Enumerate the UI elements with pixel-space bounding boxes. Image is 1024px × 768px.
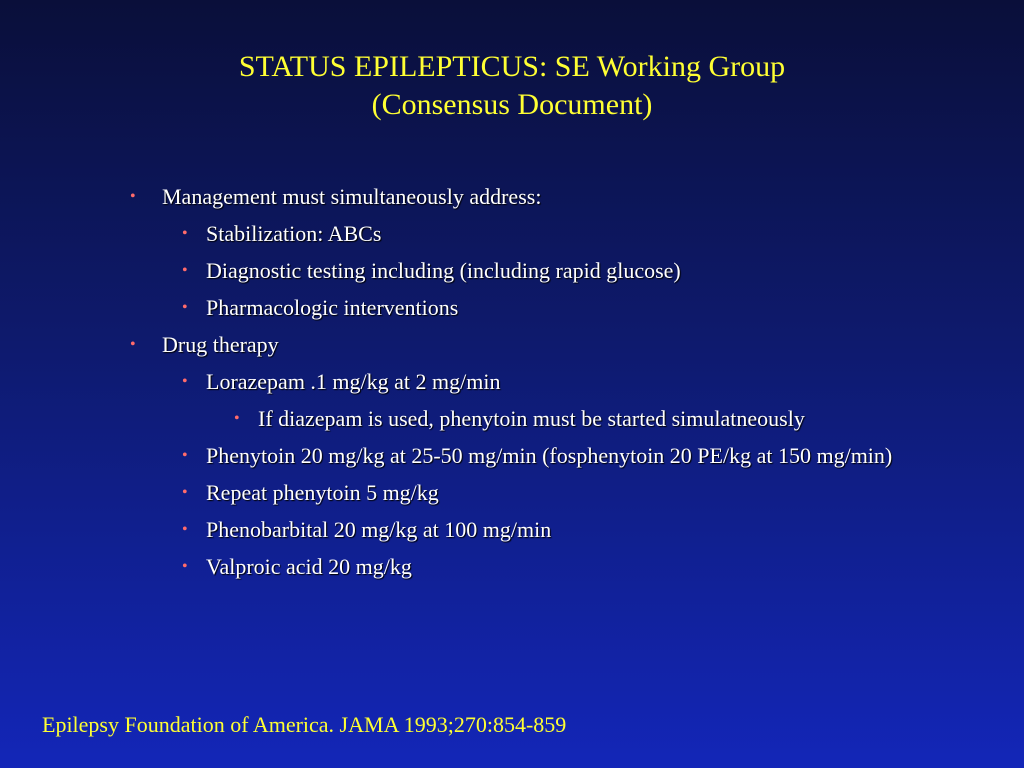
bullet-item xyxy=(128,367,928,397)
bullet-icon: • xyxy=(182,262,188,279)
bullet-text: Management must simultaneously address: xyxy=(162,184,542,209)
bullet-icon: • xyxy=(234,410,240,427)
bullet-item xyxy=(128,552,928,582)
bullet-text: Drug therapy xyxy=(162,332,279,357)
bullet-text: Phenobarbital 20 mg/kg at 100 mg/min xyxy=(206,517,552,542)
slide-title-line-1: STATUS EPILEPTICUS: SE Working Group xyxy=(238,50,786,83)
bullet-text: Lorazepam .1 mg/kg at 2 mg/min xyxy=(206,369,501,394)
slide-title-line-2: (Consensus Document) xyxy=(371,88,653,121)
citation: Epilepsy Foundation of America. JAMA 1993;270:854-859 xyxy=(42,712,567,737)
bullet-item xyxy=(128,293,928,323)
bullet-text: Repeat phenytoin 5 mg/kg xyxy=(206,480,439,505)
bullet-item xyxy=(128,219,928,249)
bullet-icon: • xyxy=(182,299,188,316)
bullet-list xyxy=(128,182,928,589)
bullet-text: Pharmacologic interventions xyxy=(206,295,459,320)
bullet-text: Valproic acid 20 mg/kg xyxy=(206,554,412,579)
bullet-item xyxy=(128,256,928,286)
bullet-item xyxy=(128,441,928,471)
bullet-icon: • xyxy=(182,484,188,501)
bullet-icon: • xyxy=(182,373,188,390)
slide-title xyxy=(0,48,1024,124)
bullet-text: If diazepam is used, phenytoin must be started simulatneously xyxy=(258,406,805,431)
bullet-item xyxy=(128,330,928,360)
bullet-icon: • xyxy=(130,336,136,353)
bullet-text: Stabilization: ABCs xyxy=(206,221,382,246)
bullet-text: Phenytoin 20 mg/kg at 25-50 mg/min (fosphenytoin 20 PE/kg at 150 mg/min) xyxy=(206,443,893,468)
bullet-text: Diagnostic testing including (including rapid glucose) xyxy=(206,258,681,283)
bullet-icon: • xyxy=(182,447,188,464)
bullet-icon: • xyxy=(182,225,188,242)
bullet-item xyxy=(128,404,928,434)
bullet-icon: • xyxy=(182,558,188,575)
bullet-icon: • xyxy=(182,521,188,538)
bullet-icon: • xyxy=(130,188,136,205)
bullet-item xyxy=(128,478,928,508)
bullet-item xyxy=(128,182,928,212)
bullet-item xyxy=(128,515,928,545)
